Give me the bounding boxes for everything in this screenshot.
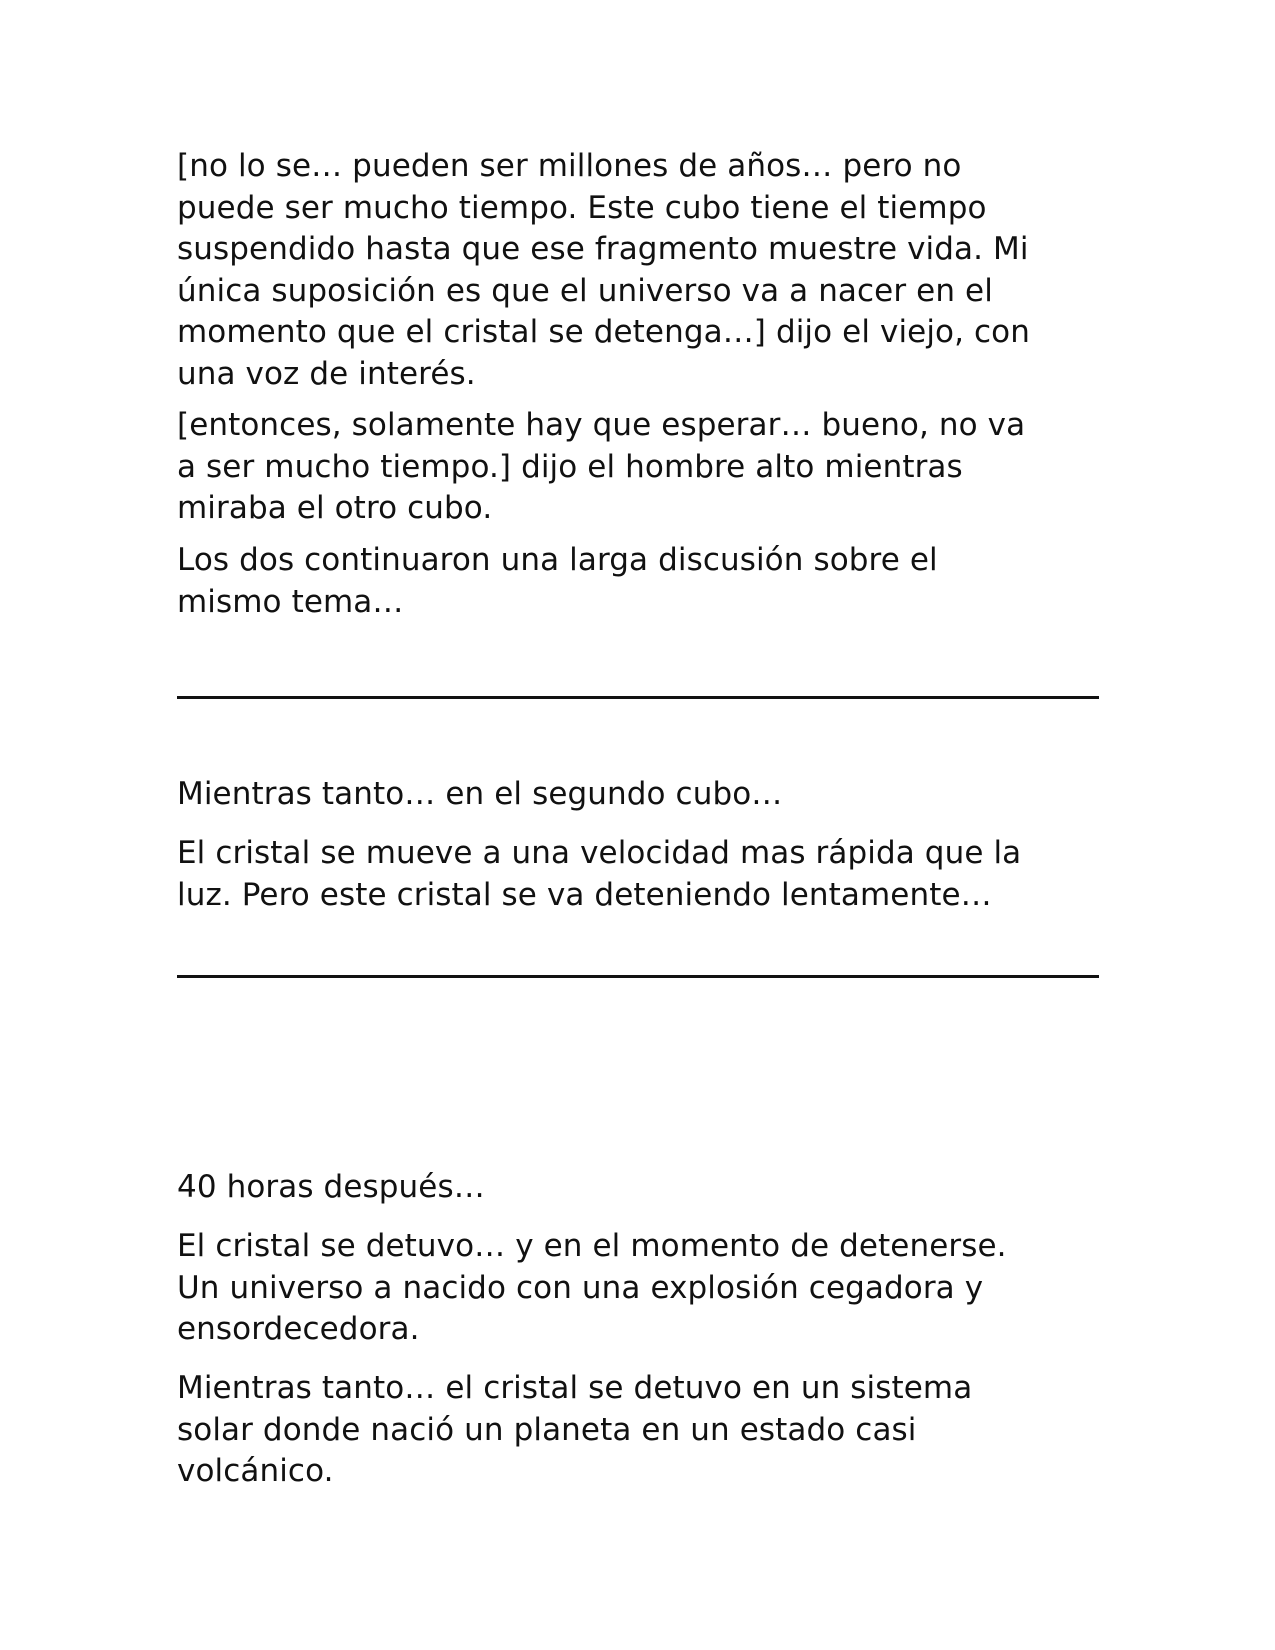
text-line: volcánico. [177, 1453, 334, 1489]
text-line: miraba el otro cubo. [177, 490, 493, 526]
text-line: [entonces, solamente hay que esperar… bueno, no va [177, 407, 1026, 443]
text-line: Mientras tanto… en el segundo cubo… [177, 776, 783, 812]
text-line: mismo tema… [177, 583, 404, 620]
paragraph-2 [177, 405, 1102, 530]
paragraph-7 [177, 1226, 1102, 1351]
paragraph-8 [177, 1368, 1102, 1493]
text-line: suspendido hasta que ese fragmento muestre vida. Mi [177, 231, 1029, 267]
text-line: 40 horas después… [177, 1169, 485, 1205]
text-line: El cristal se detuvo… y en el momento de detenerse. [177, 1228, 1007, 1264]
text-line: luz. Pero este cristal se va deteniendo lentamente… [177, 876, 992, 913]
section-divider [177, 696, 1099, 699]
text-line: solar donde nació un planeta en un estado casi [177, 1411, 917, 1448]
text-line: única suposición es que el universo va a nacer en el [177, 272, 993, 309]
text-line: puede ser mucho tiempo. Este cubo tiene el tiempo [177, 189, 987, 226]
text-line: una voz de interés. [177, 355, 476, 392]
section-divider [177, 975, 1099, 978]
text-line: El cristal se mueve a una velocidad mas rápida que la [177, 835, 1022, 871]
paragraph-1 [177, 146, 1102, 395]
text-line: [no lo se… pueden ser millones de años… pero no [177, 148, 962, 184]
text-line: Los dos continuaron una larga discusión sobre el [177, 542, 938, 578]
paragraph-6 [177, 1167, 1102, 1209]
document-page [177, 0, 1102, 1650]
paragraph-3 [177, 540, 1102, 623]
text-line: Un universo a nacido con una explosión cegadora y [177, 1269, 984, 1306]
text-line: momento que el cristal se detenga…] dijo el viejo, con [177, 314, 1030, 350]
text-line: Mientras tanto… el cristal se detuvo en un sistema [177, 1370, 973, 1406]
text-line: a ser mucho tiempo.] dijo el hombre alto mientras [177, 448, 963, 485]
paragraph-4 [177, 774, 1102, 816]
paragraph-5 [177, 833, 1102, 916]
text-line: ensordecedora. [177, 1311, 420, 1347]
